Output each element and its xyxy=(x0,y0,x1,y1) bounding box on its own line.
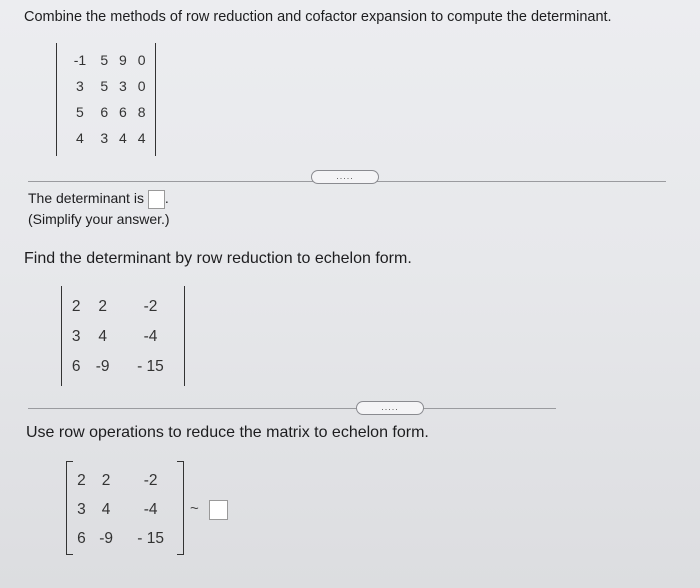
matrix-cell: 5 xyxy=(76,104,84,120)
determinant-answer-line xyxy=(28,190,169,209)
matrix-3x3 xyxy=(66,292,182,382)
matrix-cell: 3 xyxy=(76,78,84,94)
answer-period: . xyxy=(164,190,169,207)
matrix-row xyxy=(72,524,180,553)
matrix-cell: -4 xyxy=(143,328,158,345)
matrix-cell: -1 xyxy=(73,52,87,68)
matrix-row xyxy=(65,47,151,73)
more-button[interactable]: ..... xyxy=(311,170,379,184)
matrix-cell: 6 xyxy=(71,358,81,375)
matrix-cell: 2 xyxy=(77,471,86,489)
matrix-row xyxy=(65,99,151,125)
matrix-cell: 4 xyxy=(76,130,84,146)
divider-2 xyxy=(28,408,556,409)
matrix-cell: 2 xyxy=(101,471,111,489)
matrix-cell: - 15 xyxy=(137,358,164,375)
matrix-cell: 4 xyxy=(137,130,146,146)
matrix-cell: - 15 xyxy=(137,529,164,547)
matrix-cell: 3 xyxy=(77,500,86,518)
matrix-cell: -9 xyxy=(99,529,113,547)
determinant-3x3 xyxy=(61,286,185,386)
matrix-cell: 3 xyxy=(71,328,81,345)
matrix-row xyxy=(65,125,151,151)
matrix-cell: 4 xyxy=(119,130,127,146)
matrix-cell: 9 xyxy=(119,52,127,68)
determinant-4x4 xyxy=(56,43,156,156)
instruction-echelon: Use row operations to reduce the matrix to echelon form. xyxy=(26,424,429,441)
matrix-cell: 5 xyxy=(100,78,109,94)
matrix-row xyxy=(65,73,151,99)
matrix-4x4 xyxy=(65,47,151,151)
matrix-cell: 5 xyxy=(100,52,109,68)
matrix-cell: 2 xyxy=(98,298,107,315)
determinant-answer-input[interactable] xyxy=(148,190,165,209)
matrix-row xyxy=(66,292,182,322)
answer-label: The determinant is xyxy=(28,190,144,207)
matrix-cell: 3 xyxy=(100,130,109,146)
simplify-hint: (Simplify your answer.) xyxy=(28,211,170,227)
matrix-cell: -9 xyxy=(95,358,110,375)
matrix-cell: 6 xyxy=(77,529,86,547)
matrix-cell: 6 xyxy=(100,104,109,120)
matrix-cell: 8 xyxy=(137,104,146,120)
matrix-cell: -4 xyxy=(143,500,158,518)
matrix-cell: 4 xyxy=(98,328,107,345)
instruction-cofactor: Combine the methods of row reduction and cofactor expansion to compute the determinant. xyxy=(24,9,612,25)
matrix-cell: 3 xyxy=(119,78,127,94)
matrix-cell: -2 xyxy=(143,298,158,315)
matrix-row xyxy=(66,352,182,382)
matrix-row xyxy=(72,495,180,524)
matrix-cell: 0 xyxy=(137,78,146,94)
matrix-cell: 2 xyxy=(71,298,81,315)
instruction-row-reduction: Find the determinant by row reduction to echelon form. xyxy=(24,250,412,267)
matrix-cell: 0 xyxy=(137,52,146,68)
echelon-matrix-input[interactable] xyxy=(209,500,228,520)
more-button-2[interactable]: ..... xyxy=(356,401,424,415)
matrix-row xyxy=(72,466,180,495)
matrix-cell: 4 xyxy=(101,500,111,518)
matrix-row xyxy=(66,322,182,352)
matrix-cell: -2 xyxy=(143,471,158,489)
matrix-echelon-step xyxy=(72,466,180,553)
matrix-cell: 6 xyxy=(119,104,127,120)
row-equivalent-symbol: ~ xyxy=(190,500,199,517)
